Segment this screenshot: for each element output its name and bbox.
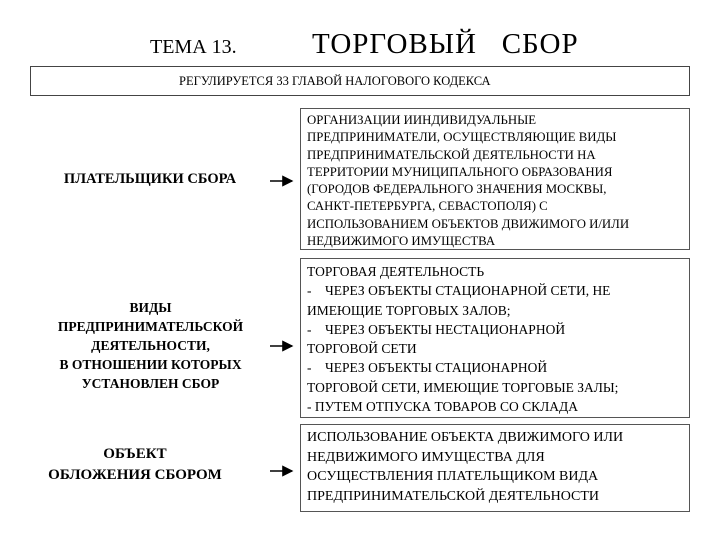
box-line: НЕДВИЖИМОГО ИМУЩЕСТВА ДЛЯ <box>307 449 545 465</box>
page-title: ТОРГОВЫЙ СБОР <box>312 28 579 60</box>
box-line: ТОРГОВАЯ ДЕЯТЕЛЬНОСТЬ <box>307 264 485 279</box>
box-line: - ЧЕРЕЗ ОБЪЕКТЫ НЕСТАЦИОНАРНОЙ <box>307 321 566 337</box>
box-line: ИМЕЮЩИЕ ТОРГОВЫХ ЗАЛОВ; <box>307 302 511 318</box>
topic-number: ТЕМА 13. <box>150 36 237 58</box>
label-line: ОБЛОЖЕНИЯ СБОРОМ <box>48 467 222 483</box>
box-line: ИСПОЛЬЗОВАНИЕМ ОБЪЕКТОВ ДВИЖИМОГО И/ИЛИ <box>307 216 630 231</box>
label-line: УСТАНОВЛЕН СБОР <box>81 376 220 391</box>
box-line: - ПУТЕМ ОТПУСКА ТОВАРОВ СО СКЛАДА <box>307 399 579 415</box>
regulation-text: РЕГУЛИРУЕТСЯ 33 ГЛАВОЙ НАЛОГОВОГО КОДЕКСА <box>179 74 491 88</box>
box-line: ПРЕДПРИНИМАТЕЛИ, ОСУЩЕСТВЛЯЮЩИЕ ВИДЫ <box>307 130 617 145</box>
box-line: ОСУЩЕСТВЛЕНИЯ ПЛАТЕЛЬЩИКОМ ВИДА <box>307 469 599 484</box>
box-line: САНКТ-ПЕТЕРБУРГА, СЕВАСТОПОЛЯ) С <box>307 199 548 214</box>
label-line: В ОТНОШЕНИИ КОТОРЫХ <box>59 357 242 372</box>
box-line: (ГОРОДОВ ФЕДЕРАЛЬНОГО ЗНАЧЕНИЯ МОСКВЫ, <box>307 182 607 197</box>
box-line: ПРЕДПРИНИМАТЕЛЬСКОЙ ДЕЯТЕЛЬНОСТИ <box>307 488 599 504</box>
box-line: ТОРГОВОЙ СЕТИ <box>307 341 417 357</box>
label-line: ПРЕДПРИНИМАТЕЛЬСКОЙ <box>57 319 244 334</box>
label-line: ОБЪЕКТ <box>103 446 167 462</box>
label-line: ПЛАТЕЛЬЩИКИ СБОРА <box>63 171 237 187</box>
label-line: ДЕЯТЕЛЬНОСТИ, <box>91 338 210 353</box>
box-line: ТОРГОВОЙ СЕТИ, ИМЕЮЩИЕ ТОРГОВЫЕ ЗАЛЫ; <box>307 379 619 395</box>
box-line: НЕДВИЖИМОГО ИМУЩЕСТВА <box>307 234 496 249</box>
box-line: ОРГАНИЗАЦИИ ИИНДИВИДУАЛЬНЫЕ <box>307 113 537 127</box>
box-line: ПРЕДПРИНИМАТЕЛЬСКОЙ ДЕЯТЕЛЬНОСТИ НА <box>307 147 596 162</box>
box-line: ТЕРРИТОРИИ МУНИЦИПАЛЬНОГО ОБРАЗОВАНИЯ <box>307 164 613 179</box>
box-line: ИСПОЛЬЗОВАНИЕ ОБЪЕКТА ДВИЖИМОГО ИЛИ <box>307 430 624 445</box>
box-line: - ЧЕРЕЗ ОБЪЕКТЫ СТАЦИОНАРНОЙ <box>307 360 548 376</box>
box-line: - ЧЕРЕЗ ОБЪЕКТЫ СТАЦИОНАРНОЙ СЕТИ, НЕ <box>307 283 611 299</box>
label-line: ВИДЫ <box>129 300 172 315</box>
